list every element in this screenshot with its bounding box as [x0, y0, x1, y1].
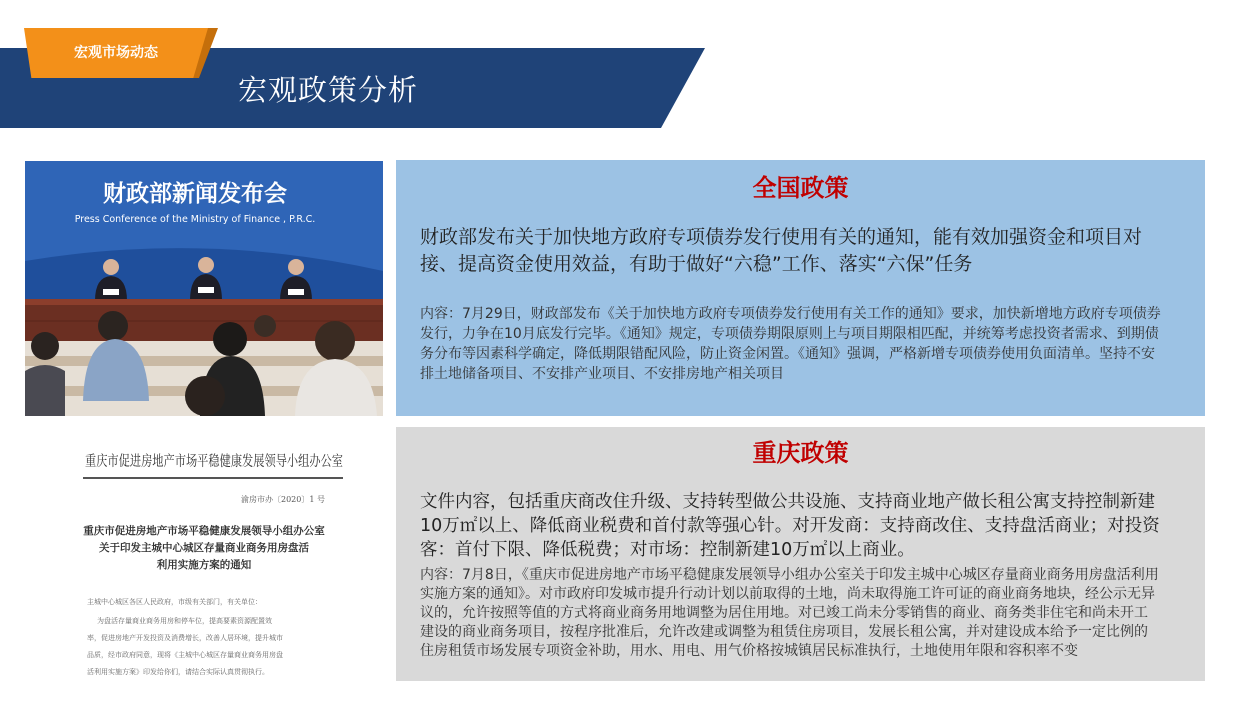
doc-masthead: 重庆市促进房地产市场平稳健康发展领导小组办公室 [85, 454, 419, 470]
section-tag-label: 宏观市场动态 [74, 45, 158, 61]
photo-banner-title: 财政部新闻发布会 [103, 181, 287, 207]
chongqing-policy-summary: 文件内容，包括重庆商改住升级、支持转型做公共设施、支持商业地产做长租公寓支持控制新建10万㎡以上、降低商业税费和首付款等强心针。对开发商：支持商改住、支持盘活商业；对投资客：首付下限、降低税费；对市场：控制新建10万㎡以上商业。 [420, 492, 1160, 560]
doc-body-line-4: 活利用实施方案》印发给你们，请结合实际认真贯彻执行。 [87, 668, 269, 676]
chongqing-policy-detail: 内容：7月8日，《重庆市促进房地产市场平稳健康发展领导小组办公室关于印发主城中心城区存量商业商务用房盘活利用实施方案的通知》。对市政府印发城市提升行动计划以前取得的土地，尚未取得施工许可证的商业商务地块，经公示无异议的，允许按照等值的方式将商业商务用地调整为居住用地。对已竣工尚未分零销售的商业、商务类非住宅和尚未开工建设的商业商务项目，按程序批准后，允许改建或调整为租赁住房项目，发展长租公寓，并对建设成本给予一定比例的住房租赁市场发展专项资金补助，用水、用电、用气价格按城镇居民标准执行，土地使用年限和容积率不变 [420, 567, 1159, 659]
national-policy-summary: 财政部发布关于加快地方政府专项债券发行使用有关的通知，能有效加强资金和项目对接、提高资金使用效益，有助于做好“六稳”工作、落实“六保”任务 [420, 226, 1143, 275]
official-document-image [25, 430, 419, 680]
doc-body-line-2: 率，促进房地产开发投资及消费增长，改善人居环境，提升城市 [87, 634, 283, 642]
doc-body-line-1: 为盘活存量商业商务用房和停车位，提高要素资源配置效 [97, 617, 272, 625]
doc-number: 渝房市办〔2020〕1 号 [241, 495, 325, 504]
section-tag [24, 28, 218, 78]
chongqing-policy-panel [396, 427, 1205, 681]
page-title: 宏观政策分析 [238, 73, 419, 107]
doc-title-line-3: 利用实施方案的通知 [156, 559, 252, 571]
doc-title-line-2: 关于印发主城中心城区存量商业商务用房盘活 [99, 542, 309, 554]
chongqing-policy-title: 重庆政策 [752, 439, 849, 467]
photo-banner-subtitle: Press Conference of the Ministry of Finance , P.R.C. [74, 214, 316, 225]
national-policy-detail: 内容：7月29日，财政部发布《关于加快地方政府专项债券发行使用有关工作的通知》要求，加快新增地方政府专项债券发行，力争在10月底发行完毕。《通知》规定，专项债券期限原则上与项目期限相匹配，并统筹考虑投资者需求、到期债务分布等因素科学确定，降低期限错配风险，防止资金闲置。《通知》强调，严格新增专项债券使用负面清单。坚持不安排土地储备项目、不安排产业项目、不安排房地产相关项目 [420, 306, 1161, 382]
national-policy-panel [396, 160, 1205, 416]
doc-title-line-1: 重庆市促进房地产市场平稳健康发展领导小组办公室 [83, 525, 325, 537]
press-conference-photo [25, 161, 383, 416]
doc-addressee: 主城中心城区各区人民政府，市级有关部门，有关单位： [87, 598, 262, 606]
national-policy-title: 全国政策 [752, 174, 849, 202]
header-banner-tip [661, 48, 705, 128]
doc-body-line-3: 品质，经市政府同意，现将《主城中心城区存量商业商务用房盘 [87, 651, 283, 659]
